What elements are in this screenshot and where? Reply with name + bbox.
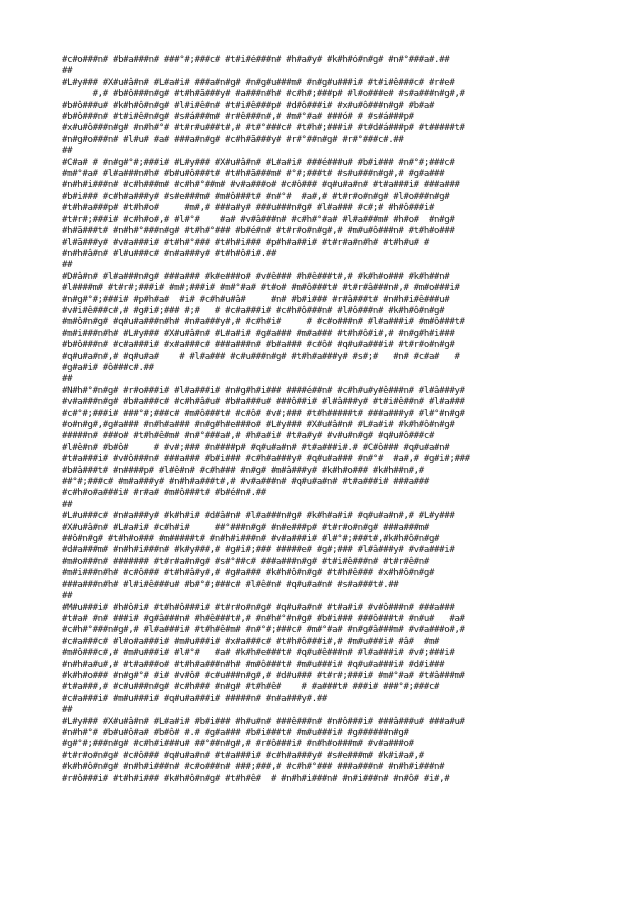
text-line: #L#u###c# #n#a###y# #k#h#i# #d#â#n# #l#a###n#g# #k#h#a#i# #q#u#a#n#,# #L#y### [62,511,455,522]
document-body-text [62,55,602,785]
text-line: #t#a# #n# ###i# #g#â###n# #h#ê###t#,# #n#h#°#n#g# #b#i### ###ô###t# #n#u# #a# [62,613,465,624]
text-line: #m#ô###c#,# #m#u###i# #l#°# #a# #k#h#e###t# #q#u#ê###n# #l#a###i# #v#;###i# [62,648,455,659]
text-line: #t#h#a###p# #t#h#o# #m#,# ###a#y# ###u###n#g# #l#a### #c#;# #h#ô###i# [62,203,435,214]
text-line: #x#u#ô###n#g# #n#h#°# #t#r#u###t#,# #t#°###c# #t#h#;###i# #t#d#á###p# #t#####t# [62,123,465,134]
text-line: ## [62,374,73,385]
text-line: #o#n#g#,#g#a### #n#h#a### #n#g#h#e###o# #L#y### #X#u#â#n# #L#a#i# #k#h#ô#n#g# [62,420,455,430]
text-line: #t#a###i# #v#ô###n# ###a### #b#i### #c#h#a###y# #q#u#a### #n#°# #a#,# #g#i#;### [62,454,470,465]
text-line: ## [62,499,73,510]
text-line: #L#y### #X#u#â#n# #L#a#i# ###a#n#g# #n#g#u###m# #n#g#u###i# #t#i#ê###c# #r#e# [62,77,455,88]
text-line: #,# #b#ô###n#g# #t#h#ã###y# #a###n#h# #c#h#;###p# #l#o###e# #s#a###n#g#,# [62,89,465,100]
text-line: ## [62,591,73,602]
text-line: #c#a###c# #l#o#a###i# #m#u###i# #x#a###c# #t#h#ô###i#,# #m#u###i# #â# #m# [62,636,440,647]
text-line: ## [62,66,73,77]
text-line: #r#ô###i# #t#h#i### #k#h#ô#n#g# #t#h#ê# # #n#h#i###n# #n#i###n# #n#ô# #i#,# [62,773,450,784]
text-line: ## [62,146,73,157]
text-line: #g#a#i# #ô###c#.## [62,362,154,373]
text-line: #m#°#a# #l#a###n#h# #b#u#ô###t# #t#h#ã###m# #°#;###t# #s#u###n#g#,# #g#a### [62,169,445,180]
text-line: #b#â###t# #n####p# #l#ê#n# #c#h### #n#g# #m#â###y# #k#h#o### #k#h##n#,# [62,465,424,476]
text-line: #m#i###n#h# #L#y### #X#u#â#n# #L#a#i# #g#a### #m#a### #t#h#ô#i#,# #n#g#h#i### [62,328,455,339]
text-line: #h#ã###t# #n#h#°###n#g# #t#h#°### #b#é#n# #t#r#o#n#g#,# #m#u#ô###n# #t#h#o### [62,226,455,237]
text-line: #c#h#o#a###i# #r#a# #m#ô###t# #b#é#n#.## [62,488,266,499]
text-line: ###a###n#h# #l#i#ê###u# #b#°#;###c# #l#ê#n# #q#u#a#n# #s#a###t#.## [62,579,399,590]
text-line: #n#h#a#u#,# #t#a###o# #t#h#a###n#h# #m#ô###t# #m#u###i# #q#u#a###i# #d#i### [62,659,445,670]
text-line: #n#h#â#n# #l#u###c# #n#a###y# #t#h#ô#i#.## [62,248,277,259]
text-line: ##°#;###c# #m#a###y# #n#h#a###t#,# #v#a###n# #q#u#a#n# #t#a###i# ###a### [62,477,429,488]
text-line: #b#i### #c#h#a###y# #s#e###m# #m#ô###t# #n#°# #a#,# #t#r#o#n#g# #l#o###n#g# [62,191,450,202]
text-line: #v#i#ê###c#,# #g#i#;### #;# # #c#a###i# #c#h#ô###n# #l#ô###n# #k#h#ô#n#g# [62,305,445,316]
text-line: ## [62,260,73,271]
text-line: #X#u#â#n# #L#a#i# #c#h#i# ##°###n#g# #n#e###p# #t#r#o#n#g# ###a###m# [62,522,429,533]
text-line: #t#a###,# #c#u###n#g# #c#h### #n#g# #t#h#ê# # #a###t# ###i# ###°#;###c# [62,682,440,693]
text-line: #c#o###n# #b#a###n# ###°#;###c# #t#i#é###n# #h#a#y# #k#h#ó#n#g# #n#°###a#.## [62,55,450,65]
text-line: #k#h#o### #n#g#°# #i# #v#ô# #c#u###n#g#,# #d#u### #t#r#;###i# #m#°#a# #t#â###m# [62,670,465,681]
text-line: #M#u###i# #h#ô#i# #t#h#ô###i# #t#r#o#n#g# #q#u#a#n# #t#a#i# #v#ô###n# ###a### [62,602,455,613]
text-line: #g#°#;###n#g# #c#h#i###u# ##°##n#g#,# #r#ô###i# #n#h#o###m# #v#a###o# [62,739,414,750]
text-line: #N#h#°#n#g# #r#o###i# #l#a###i# #n#g#h#i### ####é##n# #c#h#u#y#ê###n# #l#â###y# [62,385,465,396]
text-line: #d#a###m# #n#h#i###n# #k#y###,# #g#i#;### #####e# #g#;### #l#â###y# #v#a###i# [62,545,455,556]
text-line: ## [62,705,73,716]
text-line: #D#â#n# #l#a###n#g# ###a### #k#e###o# #v#ê### #h#ê###t#,# #k#h#o### #k#h##n# [62,271,450,282]
text-line: ##ô#n#g# #t#h#o### #m#####t# #n#h#i###n# #v#a###i# #l#°#;###t#,#k#h#ô#n#g# [62,534,440,545]
text-line: #m#i###n#h# #c#ô### #t#h#â#y#,# #g#a### #k#h#ô#n#g# #t#h#ê### #x#h#ô#n#g# [62,568,435,579]
text-line: #m#o###n# ####### #t#r#a#n#g# #s#°##c# ###a###n#g# #t#i#ê###n# #t#r#ê#n# [62,556,429,567]
text-line: #b#ô###n# #c#a###i# #x#a###c# ###a###n# #b#a### #c#ô# #q#u#a###i# #t#r#o#n#g# [62,340,455,351]
text-line: #C#a# # #n#g#°#;###i# #L#y### #X#u#â#n# #L#a#i# ###é###u# #b#i### #n#°#;###c# [62,157,455,168]
text-line: #n#h#i###n# #c#h###m# #c#h#°##m# #v#a###o# #c#ô### #q#u#a#n# #t#a###i# ###a### [62,180,460,191]
text-line: #####n# ###o# #t#h#ê#m# #n#°###a#,# #h#a#i# #t#a#y# #v#u#n#g# #q#u#ô###c# [62,431,435,442]
text-line: #l#ê#n# #b#ô# # #v#;### #n####p# #q#u#a#n# #t#a###i#.# #C#ô### #q#u#a#n# [62,442,450,453]
text-line: #v#a###n#g# #b#a###c# #c#h#â#u# #b#a###u# ###ô##i# #l#â###y# #t#i#ê##n# #l#a### [62,397,465,408]
text-line: #l####m# #t#r#;###i# #m#;###i# #m#°#a# #t#o# #m#ô###t# #t#r#â###n#,# #m#o###i# [62,283,460,294]
text-line: #b#ô###u# #k#h#ô#n#g# #l#i#ê#n# #t#i#ê###p# #d#ô###i# #x#u#ô###n#g# #b#a# [62,100,435,111]
text-line: #t#r#o#n#g# #c#ô### #q#u#a#n# #t#a###i# #c#h#a###y# #s#e###m# #k#i#a#,# [62,750,424,761]
text-line: #c#a###i# #m#u###i# #q#u#a###i# #####n# #n#a###y#.## [62,693,328,704]
text-line: #L#y### #X#u#â#n# #L#a#i# #b#i### #h#u#n# ###ê###n# #n#ô###i# ###â###u# ###a#u# [62,716,465,727]
text-line: #b#ô###n# #t#i#ê#n#g# #s#á###m# #r#ê###n#,# #m#°#a# ###ó# # #s#á###p# [62,112,414,123]
text-line: #c#h#°###n#g#,# #l#a###i# #t#h#ê#m# #n#°#;###c# #m#°#a# #n#g#â###m# #v#a###o#,# [62,625,465,636]
text-line: #n#g#o###n# #l#u# #a# ###a#n#g# #c#h#ã###y# #r#°##n#g# #r#°###c#.## [62,134,404,145]
text-line: #c#°#;###i# ###°#;###c# #m#ô###t# #c#ô# #v#;### #t#h#####t# ###a###y# #l#°#n#g# [62,408,465,419]
text-line: #m#ô#n#g# #q#u#a###n#h# #n#a###y#,# #c#h#i# # #c#o###n# #l#a###i# #m#ô###t# [62,317,465,328]
text-line: #n#g#°#;###i# #p#h#a# #i# #c#h#u#â# #n# #b#i### #r#â###t# #n#h#i#ê###u# [62,294,450,305]
text-line: #t#r#;###i# #c#h#o#,# #l#°# #a# #v#â###n# #c#h#°#a# #l#a###m# #h#o# #n#g# [62,214,455,225]
text-line: #q#u#a#n#,# #q#u#a# # #l#a### #c#u###n#g# #t#h#a###y# #s#;# #n# #c#a# # [62,351,460,362]
text-line: #n#h#°# #b#u#ô#a# #b#ô# #.# #g#a### #b#i###t# #m#u###i# #g######n#g# [62,727,409,738]
text-line: #l#ã###y# #v#a###i# #t#h#°### #t#h#i### #p#h#a##i# #t#r#a#n#h# #t#h#u# # [62,237,429,248]
text-line: #k#h#ô#n#g# #n#h#i###n# #c#o###n# ###;###,# #c#h#°### ###a###n# #n#h#i###n# [62,762,445,773]
